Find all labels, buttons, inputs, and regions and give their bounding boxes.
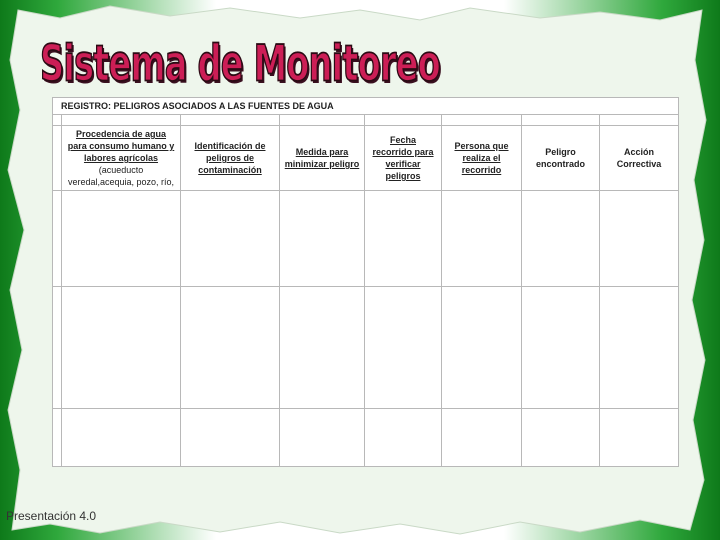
page-title: Sistema de Monitoreo [40, 34, 440, 93]
col-header-procedencia: Procedencia de agua para consumo humano y labores agrícolas (acueducto veredal,acequia, pozo, río, [62, 126, 181, 191]
spacer-row [53, 115, 679, 126]
register-table [52, 97, 679, 467]
table-row [53, 191, 679, 287]
register-sheet [52, 97, 678, 467]
header-row [53, 126, 679, 191]
col-header-accion: Acción Correctiva [600, 126, 679, 191]
col-header-medida: Medida para minimizar peligro [280, 126, 365, 191]
col-header-peligro: Peligro encontrado [522, 126, 600, 191]
footer-text: Presentación 4.0 [6, 509, 97, 523]
register-title: REGISTRO: PELIGROS ASOCIADOS A LAS FUENTES DE AGUA [53, 98, 679, 115]
table-row [53, 409, 679, 467]
margin-cell [53, 126, 62, 191]
col-header-identificacion: Identificación de peligros de contaminación [181, 126, 280, 191]
col-header-fecha: Fecha recorrido para verificar peligros [365, 126, 442, 191]
table-row [53, 287, 679, 409]
col-header-persona: Persona que realiza el recorrido [442, 126, 522, 191]
